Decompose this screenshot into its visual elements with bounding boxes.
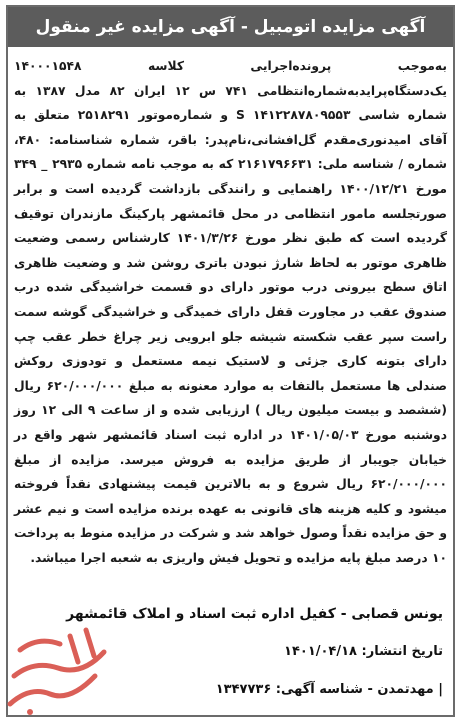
signature-line: یونس قصابی - کفیل اداره ثبت اسناد و املاک قائمشهر xyxy=(66,606,443,622)
publish-date: تاریخ انتشار: ۱۴۰۱/۰۴/۱۸ xyxy=(284,644,443,659)
mahd-tamadon-logo xyxy=(0,616,118,718)
notice-body xyxy=(14,54,447,570)
ad-id-footer: | مهدتمدن - شناسه آگهی: ۱۳۴۷۷۳۶ xyxy=(215,682,443,697)
notice-title: آگهی مزایده اتومبیل - آگهی مزایده غیر منقول xyxy=(8,7,453,47)
notice-paragraph: به‌موجب پرونده‌اجرایی کلاسه ۱۴۰۰۰۱۵۴۸ یک‌دستگاه‌پراید‌به‌شماره‌انتظامی ۷۴۱ س ۱۲ ایران ۸۲ مدل ۱۳۸۷ به شماره شاسی ۱۴۱۲۲۸۷۸۰۹۵۵۳ S و شماره‌موتور ۲۵۱۸۲۹۱ متعلق به آقای امیدنوری‌مقدم گل‌افشانی،نام‌پدر: باقر، شماره شناسنامه: ۴۸۰، شماره / شناسه ملی: ۲۱۶۱۷۹۶۶۳۱ که به موجب نامه شماره ۲۹۳۵ _ ۳۴۹ مورخ ۱۴۰۰/۱۲/۲۱ راهنمایی و رانندگی بازداشت گردیده است و برابر صورتجلسه مامور انتظامی در محل قائمشهر پارکینگ مازندران توقیف گردیده است که طبق نظر مورخ ۱۴۰۱/۳/۲۶ کارشناس رسمی وضعیت ظاهری موتور به لحاظ شارژ نبودن باتری روشن شد و وضعیت ظاهری اتاق سطح بیرونی درب موتور دارای دو قسمت خراشیدگی شده درب صندوق عقب در مجاورت قفل دارای خمیدگی و خراشیدگی گوشه سمت راست سپر عقب شکسته شیشه جلو ابرویی زیر چراغ خطر عقب چپ دارای بتونه کاری جزئی و لاستیک نیمه مستعمل و تودوزی روکش صندلی ها مستعمل بالتفات به موارد معنونه به مبلغ ۶۲۰/۰۰۰/۰۰۰ ریال (ششصد و بیست میلیون ریال ) ارزیابی شده و از ساعت ۹ الی ۱۲ روز دوشنبه مورخ ۱۴۰۱/۰۵/۰۳ در اداره ثبت اسناد قائمشهر شهر واقع در خیابان جویبار از طریق مزایده به فروش میرسد. مزایده از مبلغ ۶۲۰/۰۰۰/۰۰۰ ریال شروع و به بالاترین قیمت پیشنهادی نقداً فروخته میشود و کلیه هزینه های قانونی به عهده برنده مزایده است و نیم عشر و حق مزایده نقداً وصول خواهد شد و شرکت در مزایده منوط به پرداخت ۱۰ درصد مبلغ پایه مزایده و تحویل فیش واریزی به شعبه اجرا میباشد. xyxy=(14,59,448,565)
